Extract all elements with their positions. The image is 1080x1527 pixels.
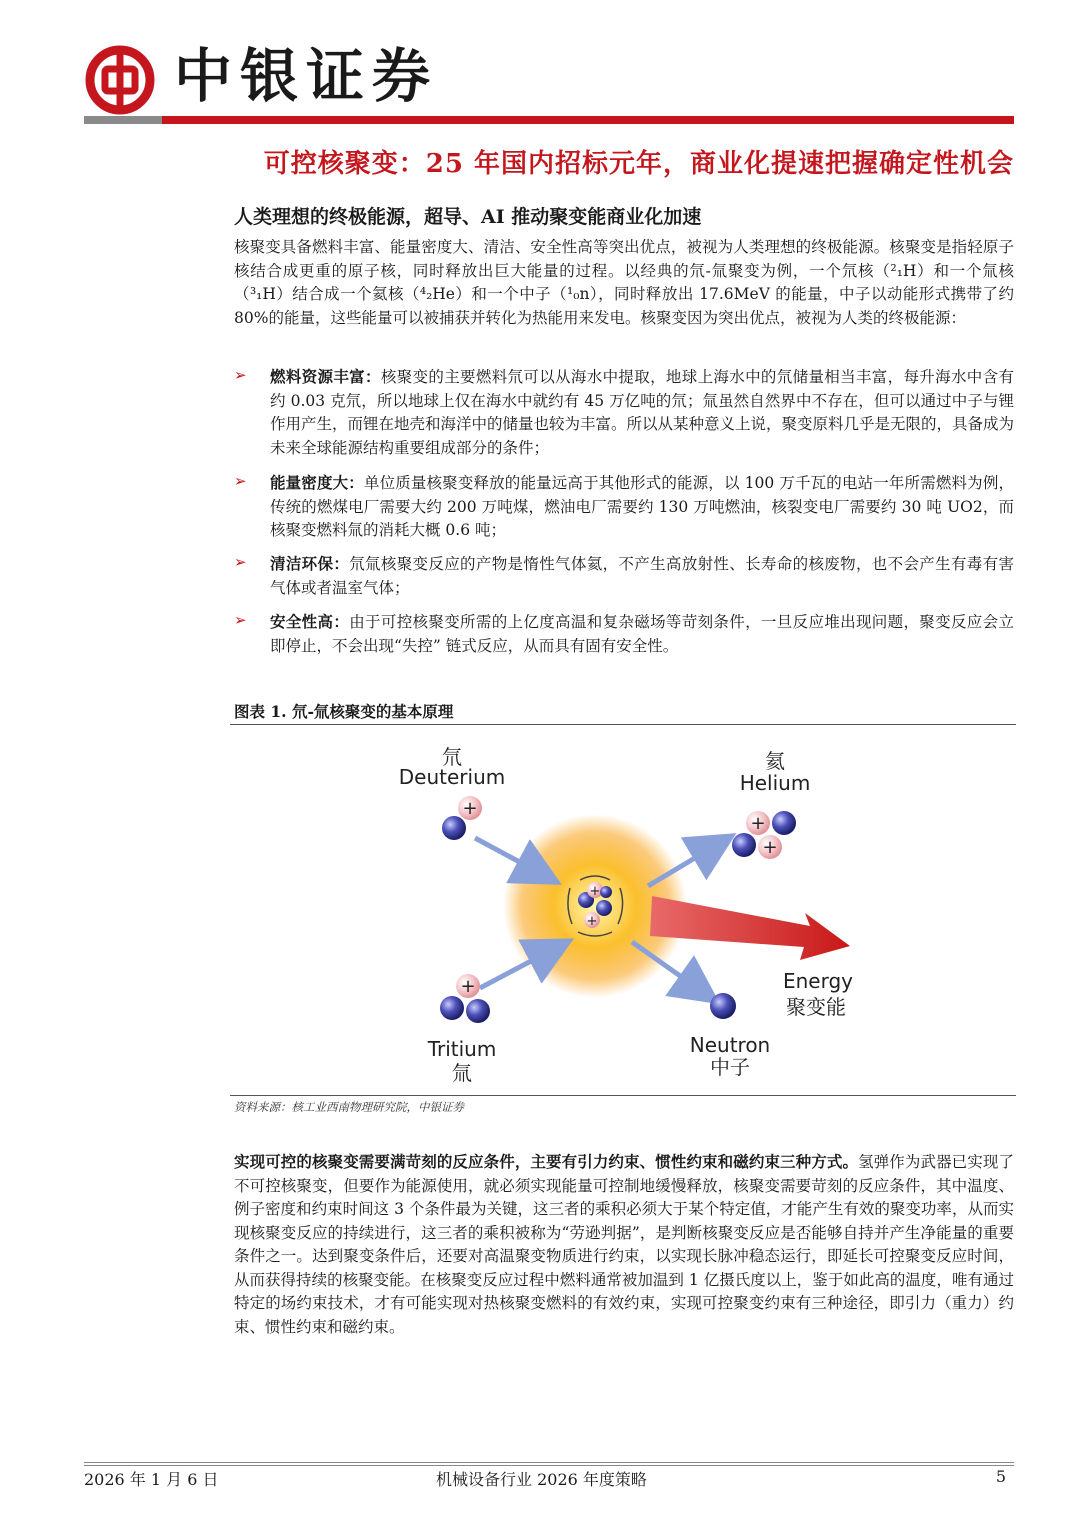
tritium-atom: [440, 974, 490, 1023]
footer-date: 2026 年 1 月 6 日: [84, 1470, 219, 1489]
arrow-bullet-icon: ➢: [234, 553, 247, 571]
bullet-item: [234, 365, 1014, 460]
svg-text:+: +: [762, 837, 778, 858]
header-bar-gray: [84, 116, 162, 124]
neutron-cn-label: 中子: [710, 1055, 750, 1079]
second-paragraph-lead: 实现可控的核聚变需要满苛刻的反应条件，主要有引力约束、惯性约束和磁约束三种方式。: [234, 1152, 859, 1171]
helium-atom: [732, 811, 796, 859]
bullet-item: [234, 471, 1014, 543]
energy-cn-label: 聚变能: [786, 995, 846, 1019]
page-title: 可控核聚变：25 年国内招标元年，商业化提速把握确定性机会: [263, 149, 1014, 179]
footer-rule-2: [84, 1465, 1014, 1466]
deuterium-atom: [442, 796, 482, 840]
figure-source: 资料来源：核工业西南物理研究院，中银证券: [234, 1100, 464, 1114]
page-number: 5: [995, 1467, 1006, 1486]
bullet-label: 能量密度大：: [270, 473, 364, 492]
bullet-text: 单位质量核聚变释放的能量远高于其他形式的能源，以 100 万千瓦的电站一年所需燃料为例，传统的燃煤电厂需要大约 200 万吨煤，燃油电厂需要约 130 万吨燃油，核裂变电厂需要约 30 吨 UO2，而核聚变燃料氚的消耗大概 0.6 吨；: [270, 474, 1014, 539]
second-paragraph-text: 氢弹作为武器已实现了不可控核聚变，但要作为能源使用，就必须实现能量可控制地缓慢释放，核聚变需要苛刻的反应条件，其中温度、例子密度和约束时间这 3 个条件最为关键，这三者的乘积必须大于某个特定值，才能产生有效的聚变功率，从而实现核聚变反应的持续进行，这三者的乘积被称为“劳逊判据”，是判断核聚变反应是否能够自持并产生净能量的重要条件之一。达到聚变条件后，还要对高温聚变物质进行约束，以实现长脉冲稳态运行，即延长可控聚变反应时间，从而获得持续的核聚变能。在核聚变反应过程中燃料通常被加温到 1 亿摄氏度以上，鉴于如此高的温度，唯有通过特定的场约束技术，才有可能实现对热核聚变燃料的有效约束，实现可控聚变约束有三种途径，即引力（重力）约束、惯性约束和磁约束。: [234, 1153, 1014, 1336]
section-heading: 人类理想的终极能源，超导、AI 推动聚变能商业化加速: [234, 206, 702, 228]
figure-bottom-rule: [230, 1095, 1016, 1096]
deuterium-en-label: Deuterium: [398, 765, 506, 789]
energy-en-label: Energy: [782, 969, 854, 993]
svg-text:+: +: [586, 914, 598, 929]
tritium-en-label: Tritium: [427, 1037, 497, 1061]
helium-cn-label: 氦: [765, 749, 785, 773]
bullet-text: 由于可控核聚变所需的上亿度高温和复杂磁场等苛刻条件，一旦反应堆出现问题，聚变反应会立即停止，不会出现“失控” 链式反应，从而具有固有安全性。: [270, 613, 1014, 655]
svg-text:+: +: [589, 884, 601, 899]
bank-of-china-logo-icon: [84, 44, 156, 116]
bullet-label: 安全性高：: [270, 612, 350, 631]
arrow-bullet-icon: ➢: [234, 366, 247, 384]
svg-text:+: +: [460, 976, 476, 997]
bullet-item: [234, 552, 1014, 600]
second-paragraph: [234, 1150, 1014, 1339]
bullet-label: 清洁环保：: [270, 554, 350, 573]
figure-top-rule: [230, 724, 1016, 725]
neutron-particle: [710, 993, 736, 1019]
tritium-cn-label: 氚: [452, 1061, 472, 1085]
bullet-label: 燃料资源丰富：: [270, 367, 381, 386]
figure-caption: 图表 1. 氘-氚核聚变的基本原理: [234, 702, 454, 721]
deuterium-cn-label: 氘: [442, 745, 462, 769]
arrow-bullet-icon: ➢: [234, 611, 247, 629]
footer-rule: [84, 1462, 1014, 1463]
fusion-diagram: [380, 728, 880, 1093]
neutron-en-label: Neutron: [689, 1033, 771, 1057]
intro-paragraph: 核聚变具备燃料丰富、能量密度大、清洁、安全性高等突出优点，被视为人类理想的终极能源。核聚变是指轻原子核结合成更重的原子核，同时释放出巨大能量的过程。以经典的氘-氚聚变为例，一个氘核（²₁H）和一个氚核（³₁H）结合成一个氦核（⁴₂He）和一个中子（¹₀n），同时释放出 17.6MeV 的能量，中子以动能形式携带了约 80%的能量，这些能量可以被捕获并转化为热能用来发电。核聚变因为突出优点，被视为人类的终极能源：: [234, 238, 1014, 327]
helium-en-label: Helium: [739, 771, 811, 795]
footer-report-name: 机械设备行业 2026 年度策略: [436, 1470, 647, 1489]
bullet-item: [234, 610, 1014, 658]
energy-arrow: [650, 896, 850, 960]
header-bar-red: [162, 116, 1014, 124]
arrow-bullet-icon: ➢: [234, 472, 247, 490]
svg-text:+: +: [462, 798, 478, 819]
bullet-text: 氘氚核聚变反应的产物是惰性气体氦，不产生高放射性、长寿命的核废物，也不会产生有毒有害气体或者温室气体；: [270, 555, 1014, 597]
page-header: [84, 38, 1014, 128]
bullet-text: 核聚变的主要燃料氘可以从海水中提取，地球上海水中的氘储量相当丰富，每升海水中含有约 0.03 克氘，所以地球上仅在海水中就约有 45 万亿吨的氘；氚虽然自然界中不存在，但可以通过中子与锂作用产生，而锂在地壳和海洋中的储量也较为丰富。所以从某种意义上说，聚变原料几乎是无限的，具备成为未来全球能源结构重要组成部分的条件；: [270, 368, 1015, 457]
svg-text:+: +: [750, 813, 766, 834]
company-name: 中银证券: [174, 42, 439, 110]
